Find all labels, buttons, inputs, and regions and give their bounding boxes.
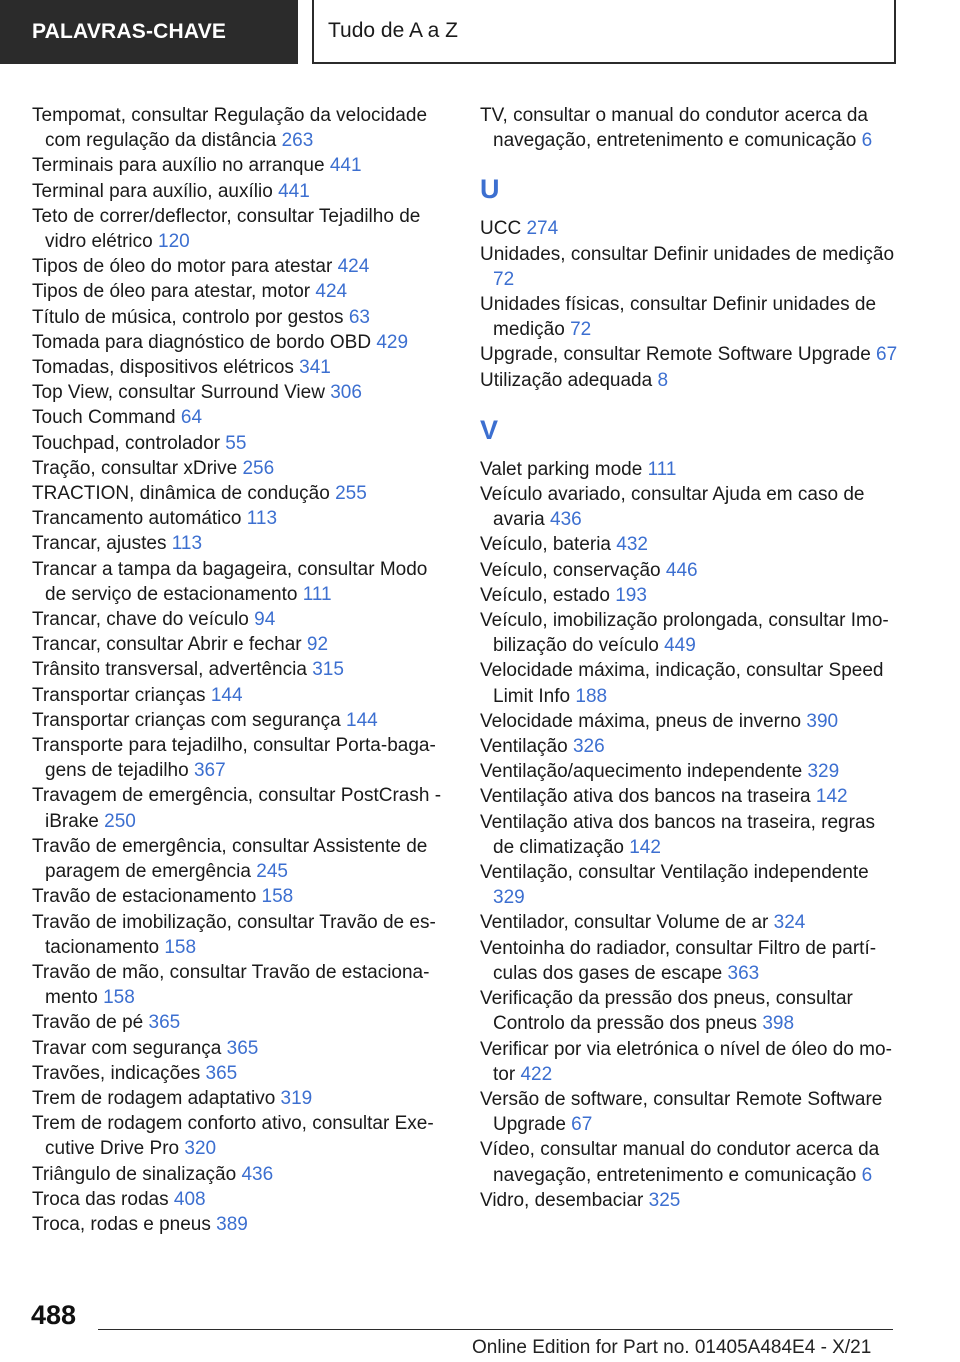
index-entry-page-link[interactable]: 64 <box>180 407 203 429</box>
index-entry-text: Top View, consultar Surround View <box>32 382 325 404</box>
index-entry-text: Trânsito transversal, advertência <box>32 659 307 681</box>
index-entry-text: TV, consultar o manual do condutor acerca da navegação, entretenimento e comunicação <box>480 105 868 152</box>
page-number: 488 <box>31 1300 77 1330</box>
index-entry-text: Unidades físicas, consultar Definir unidades de medição <box>480 294 877 341</box>
index-entry-page-link[interactable]: 92 <box>306 634 329 656</box>
index-entry-page-link[interactable]: 389 <box>216 1213 248 1235</box>
index-entry <box>32 1010 447 1035</box>
index-entry <box>32 506 447 531</box>
index-entry-page-link[interactable]: 245 <box>256 861 288 883</box>
index-entry <box>480 1037 900 1087</box>
index-entry-text: Troca, rodas e pneus <box>32 1213 211 1235</box>
index-entry-page-link[interactable]: 436 <box>550 509 582 531</box>
index-entry-page-link[interactable]: 398 <box>762 1013 795 1035</box>
index-entry-page-link[interactable]: 441 <box>329 155 362 177</box>
index-entry <box>480 860 900 910</box>
index-entry-page-link[interactable]: 113 <box>246 508 278 530</box>
index-entry <box>32 431 447 456</box>
index-column-right <box>480 103 900 1213</box>
index-entry <box>32 330 447 355</box>
page-header <box>312 0 896 64</box>
index-entry-text: Tipos de óleo do motor para atestar <box>32 256 333 278</box>
index-entry-page-link[interactable]: 120 <box>158 231 190 253</box>
index-entry <box>480 910 900 935</box>
index-entry-text: Ventilação ativa dos bancos na traseira <box>480 786 811 808</box>
index-entry-text: Travão de emergência, consultar Assistente de paragem de emergência <box>32 835 428 883</box>
section-label: PALAVRAS-CHAVE <box>32 20 227 43</box>
index-entry-page-link[interactable]: 325 <box>648 1189 681 1211</box>
index-entry-text: Vidro, desembaciar <box>480 1189 644 1211</box>
index-entry-page-link[interactable]: 432 <box>616 534 648 556</box>
index-entry-text: Travão de mão, consultar Travão de estacionamento <box>32 961 430 1009</box>
index-entry-page-link[interactable]: 158 <box>103 987 135 1009</box>
index-entry-page-link[interactable]: 72 <box>570 319 592 341</box>
index-entry <box>32 405 447 430</box>
index-entry <box>480 583 900 608</box>
index-entry-text: Tempomat, consultar Regulação da velocidade com regulação da distância <box>32 105 428 152</box>
index-entry-page-link[interactable]: 111 <box>302 583 332 605</box>
page-title: Tudo de A a Z <box>328 19 458 42</box>
index-entry-text: Veículo, estado <box>480 584 610 606</box>
index-entry-page-link[interactable]: 144 <box>346 709 378 731</box>
index-entry-page-link[interactable]: 319 <box>280 1087 313 1109</box>
index-entry <box>480 242 900 292</box>
index-entry-page-link[interactable]: 326 <box>572 736 605 758</box>
index-entry-page-link[interactable]: 320 <box>184 1138 217 1160</box>
index-entry-page-link[interactable]: 422 <box>520 1063 553 1085</box>
index-group-u <box>480 216 900 392</box>
index-entry-text: Tipos de óleo para atestar, motor <box>32 281 311 303</box>
index-letter-u: U <box>480 174 500 205</box>
index-entry-text: Ventoinha do radiador, consultar Filtro de partículas dos gases de escape <box>480 937 877 984</box>
index-entry-text: Trancar, consultar Abrir e fechar <box>32 634 302 656</box>
index-entry-page-link[interactable]: 367 <box>193 760 226 782</box>
index-entry <box>32 179 447 204</box>
index-entry-text: Terminais para auxílio no arranque <box>32 155 325 177</box>
index-entry-page-link[interactable]: 341 <box>299 357 331 379</box>
index-entry-page-link[interactable]: 250 <box>104 810 136 832</box>
footer-divider <box>98 1329 893 1330</box>
index-entry-page-link[interactable]: 111 <box>647 458 677 480</box>
index-entry-text: Velocidade máxima, indicação, consultar Speed Limit Info <box>480 660 884 707</box>
index-entry <box>480 216 900 241</box>
index-entry <box>32 103 447 153</box>
index-entry-text: Tomadas, dispositivos elétricos <box>32 357 294 379</box>
index-entry-page-link[interactable]: 429 <box>376 331 409 353</box>
index-entry <box>480 784 900 809</box>
index-entry <box>480 457 900 482</box>
index-entry <box>32 607 447 632</box>
index-entry <box>32 531 447 556</box>
index-entry-page-link[interactable]: 390 <box>806 710 839 732</box>
index-entry-page-link[interactable]: 449 <box>664 635 696 657</box>
index-entry <box>32 380 447 405</box>
index-entry-text: Touchpad, controlador <box>32 432 221 454</box>
index-entry <box>32 708 447 733</box>
index-entry <box>480 558 900 583</box>
index-entry-text: Ventilação <box>480 736 568 758</box>
index-entry-text: Verificar por via eletrónica o nível de óleo do motor <box>480 1038 892 1085</box>
index-entry-text: Transportar crianças com segurança <box>32 709 341 731</box>
index-entry-page-link[interactable]: 424 <box>337 256 370 278</box>
index-entry-text: Travagem de emergência, consultar PostCrash - iBrake <box>32 785 442 832</box>
index-entry-page-link[interactable]: 329 <box>807 761 840 783</box>
index-entry <box>480 734 900 759</box>
index-entry-page-link[interactable]: 67 <box>876 344 898 366</box>
index-entry-page-link[interactable]: 142 <box>629 836 661 858</box>
index-entry <box>32 355 447 380</box>
index-entry <box>480 936 900 986</box>
index-entry-page-link[interactable]: 94 <box>254 609 276 631</box>
index-entry-text: Travão de imobilização, consultar Travão de estacionamento <box>32 911 436 958</box>
index-entry-text: Título de música, controlo por gestos <box>32 306 344 328</box>
index-entry-text: TRACTION, dinâmica de condução <box>32 483 330 505</box>
index-entry <box>480 532 900 557</box>
index-entry <box>480 1188 900 1213</box>
index-entry-text: Trem de rodagem adaptativo <box>32 1087 276 1109</box>
index-entry-page-link[interactable]: 324 <box>773 912 806 934</box>
index-entry-text: UCC <box>480 218 522 240</box>
index-entry-text: Touch Command <box>32 407 176 429</box>
index-entry <box>480 368 900 393</box>
index-entry <box>32 683 447 708</box>
index-entry-page-link[interactable]: 424 <box>315 281 348 303</box>
index-entry <box>32 153 447 178</box>
index-entry-text: Trancamento automático <box>32 508 242 530</box>
index-entry <box>32 1036 447 1061</box>
index-entry-page-link[interactable]: 365 <box>148 1012 181 1034</box>
index-entry-text: Veículo, bateria <box>480 534 611 556</box>
index-entry-page-link[interactable]: 55 <box>225 432 247 454</box>
index-entry-text: Utilização adequada <box>480 369 653 391</box>
index-entry-page-link[interactable]: 158 <box>261 886 294 908</box>
index-entry <box>32 1111 447 1161</box>
index-entry <box>480 482 900 532</box>
index-entry-page-link[interactable]: 365 <box>226 1037 259 1059</box>
index-letter-v: V <box>480 414 499 445</box>
index-entry-text: Trancar a tampa da bagageira, consultar Modo de serviço de estacionamento <box>32 558 428 605</box>
index-entry <box>480 103 900 153</box>
index-entry-page-link[interactable]: 6 <box>861 1164 873 1186</box>
index-entry <box>32 481 447 506</box>
index-entry-text: Terminal para auxílio, auxílio <box>32 180 273 202</box>
index-entry <box>480 658 900 708</box>
index-entry <box>32 657 447 682</box>
index-entry <box>32 834 447 884</box>
index-entry-text: Trancar, chave do veículo <box>32 609 249 631</box>
index-column-left <box>32 103 447 1237</box>
index-entry-text: Trancar, ajustes <box>32 533 167 555</box>
index-entry <box>32 305 447 330</box>
index-entry-text: Travar com segurança <box>32 1037 222 1059</box>
index-entry-text: Travão de estacionamento <box>32 886 257 908</box>
index-entry <box>32 557 447 607</box>
index-entry-text: Transporte para tejadilho, consultar Porta-bagagens de tejadilho <box>32 735 436 782</box>
index-entry <box>32 456 447 481</box>
index-entry-text: Tração, consultar xDrive <box>32 457 238 479</box>
footer-edition: Online Edition for Part no. 01405A484E4 - X/21 <box>472 1337 872 1358</box>
index-entry <box>32 1187 447 1212</box>
index-entry-text: Unidades, consultar Definir unidades de medição <box>480 243 895 265</box>
index-entry-text: Upgrade, consultar Remote Software Upgrade <box>480 344 871 366</box>
index-entry-page-link[interactable]: 365 <box>205 1062 238 1084</box>
index-entry <box>480 608 900 658</box>
index-entry-text: Valet parking mode <box>480 458 643 480</box>
index-entry-page-link[interactable]: 315 <box>312 659 344 681</box>
index-entry-text: Ventilação ativa dos bancos na traseira, regras de climatização <box>480 811 876 858</box>
index-entry-page-link[interactable]: 8 <box>657 369 669 391</box>
index-entry <box>480 342 900 367</box>
index-entry-page-link[interactable]: 67 <box>571 1114 593 1136</box>
index-entry-page-link[interactable]: 263 <box>281 130 314 152</box>
index-entry-page-link[interactable]: 306 <box>330 382 362 404</box>
index-entry <box>480 1137 900 1187</box>
index-entry-text: Velocidade máxima, pneus de inverno <box>480 710 802 732</box>
index-entry-text: Troca das rodas <box>32 1188 169 1210</box>
index-entry-text: Ventilação, consultar Ventilação independente <box>480 862 869 884</box>
index-entry <box>32 910 447 960</box>
index-entry-text: Veículo, conservação <box>480 559 661 581</box>
index-entry-page-link[interactable]: 142 <box>815 786 848 808</box>
index-entry <box>480 1087 900 1137</box>
section-tab <box>0 0 298 64</box>
index-entry-page-link[interactable]: 436 <box>241 1163 274 1185</box>
index-entry-page-link[interactable]: 72 <box>493 268 515 290</box>
index-group-v <box>480 457 900 1213</box>
index-entry-page-link[interactable]: 113 <box>171 533 203 555</box>
index-entry <box>32 254 447 279</box>
index-entry-page-link[interactable]: 6 <box>861 130 873 152</box>
index-entry-page-link[interactable]: 255 <box>335 483 367 505</box>
index-entry <box>32 1086 447 1111</box>
index-entry-text: Veículo avariado, consultar Ajuda em caso de avaria <box>480 484 865 531</box>
index-entry-text: Vídeo, consultar manual do condutor acerca da navegação, entretenimento e comunicação <box>480 1139 880 1186</box>
index-entry-page-link[interactable]: 158 <box>164 936 197 958</box>
index-entry-text: Versão de software, consultar Remote Software Upgrade <box>480 1088 883 1136</box>
index-entry-text: Travão de pé <box>32 1012 144 1034</box>
index-entry <box>480 986 900 1036</box>
index-entry-text: Transportar crianças <box>32 684 206 706</box>
index-entry-text: Tomada para diagnóstico de bordo OBD <box>32 331 372 353</box>
index-entry-page-link[interactable]: 274 <box>526 218 559 240</box>
index-entry <box>480 810 900 860</box>
index-entry-text: Trem de rodagem conforto ativo, consultar Executive Drive Pro <box>32 1113 434 1160</box>
index-entry-text: Travões, indicações <box>32 1062 201 1084</box>
index-entry-page-link[interactable]: 329 <box>493 887 525 909</box>
index-entry-page-link[interactable]: 193 <box>615 584 647 606</box>
index-entry <box>480 759 900 784</box>
index-entry-page-link[interactable]: 441 <box>278 180 310 202</box>
index-entry <box>32 1162 447 1187</box>
index-entry-text: Ventilador, consultar Volume de ar <box>480 912 769 934</box>
index-entry-text: Ventilação/aquecimento independente <box>480 761 803 783</box>
index-entry-page-link[interactable]: 446 <box>665 559 698 581</box>
index-group-t-continued <box>480 103 900 153</box>
index-entry-page-link[interactable]: 63 <box>348 306 370 328</box>
index-entry-text: Triângulo de sinalização <box>32 1163 237 1185</box>
index-entry <box>32 733 447 783</box>
index-entry-page-link[interactable]: 408 <box>173 1188 206 1210</box>
index-entry-page-link[interactable]: 363 <box>727 962 760 984</box>
index-entry-page-link[interactable]: 256 <box>242 457 275 479</box>
index-entry-page-link[interactable]: 144 <box>210 684 243 706</box>
index-entry <box>32 632 447 657</box>
index-entry <box>32 1212 447 1237</box>
index-entry <box>32 783 447 833</box>
index-entry-text: Teto de correr/deflector, consultar Tejadilho de vidro elétrico <box>32 205 421 253</box>
index-entry <box>32 279 447 304</box>
index-entry-page-link[interactable]: 188 <box>575 685 608 707</box>
index-entry-text: Verificação da pressão dos pneus, consultar Controlo da pressão dos pneus <box>480 988 853 1035</box>
index-entry <box>480 709 900 734</box>
index-entry <box>32 1061 447 1086</box>
index-entry <box>32 960 447 1010</box>
index-entry <box>480 292 900 342</box>
index-entry <box>32 204 447 254</box>
index-entry-text: Veículo, imobilização prolongada, consultar Imobilização do veículo <box>480 610 889 657</box>
index-entry <box>32 884 447 909</box>
